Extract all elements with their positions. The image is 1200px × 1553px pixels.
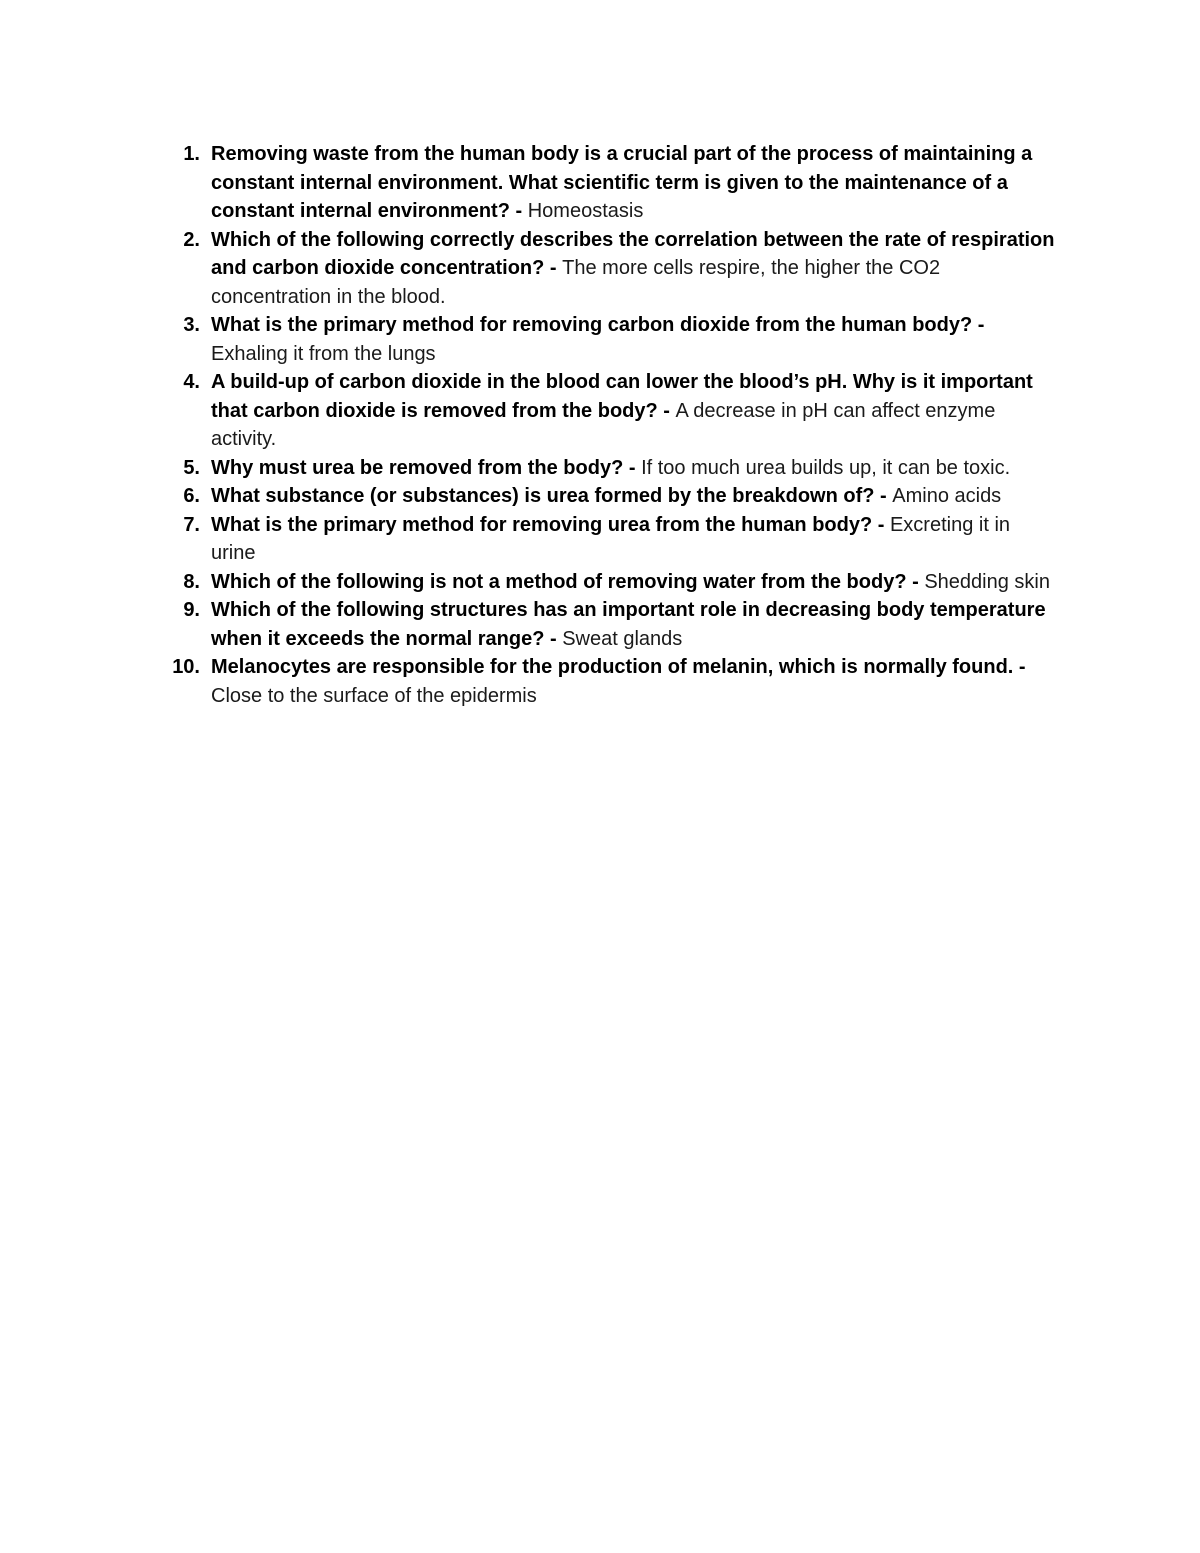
list-item (160, 596, 1060, 653)
list-item (160, 311, 1060, 368)
answer-separator: - (657, 399, 676, 422)
answer-text: Exhaling it from the lungs (211, 342, 436, 365)
question-text: Which of the following is not a method of removing water from the body? (211, 570, 907, 593)
answer-text: Shedding skin (924, 570, 1050, 593)
item-number: 8. (183, 570, 200, 593)
answer-separator: - (972, 314, 985, 336)
item-number: 3. (183, 314, 200, 336)
question-text: What is the primary method for removing urea from the human body? (211, 513, 873, 536)
item-number: 9. (183, 599, 200, 621)
answer-separator: - (544, 627, 563, 650)
list-item (160, 454, 1060, 483)
question-text: What substance (or substances) is urea formed by the breakdown of? (211, 485, 875, 507)
question-text: A build-up of carbon dioxide in the blood can lower the blood’s pH. Why is it important that carbon dioxide is removed from the body? (211, 371, 1033, 422)
item-number: 7. (183, 513, 200, 536)
list-item (160, 568, 1060, 597)
answer-separator: - (623, 456, 642, 479)
item-number: 2. (183, 228, 200, 251)
answer-text: If too much urea builds up, it can be toxic. (641, 456, 1011, 479)
list-item (160, 368, 1060, 454)
item-number: 4. (183, 371, 200, 393)
question-text: What is the primary method for removing carbon dioxide from the human body? (211, 314, 973, 336)
question-text: Why must urea be removed from the body? (211, 456, 624, 479)
question-text: Which of the following correctly describes the correlation between the rate of respiration and carbon dioxide concentration? (211, 228, 1055, 279)
answer-separator: - (1013, 656, 1026, 678)
answer-text: Amino acids (892, 485, 1002, 507)
answer-separator: - (874, 485, 893, 507)
answer-text: Homeostasis (527, 200, 644, 222)
question-answer-list (160, 140, 1060, 710)
answer-text: Close to the surface of the epidermis (211, 684, 537, 707)
list-item (160, 511, 1060, 568)
item-number: 5. (183, 456, 200, 479)
answer-separator: - (509, 200, 528, 222)
list-item (160, 140, 1060, 226)
question-text: Melanocytes are responsible for the production of melanin, which is normally found. (211, 656, 1014, 678)
item-number: 1. (183, 143, 200, 165)
answer-separator: - (544, 257, 563, 279)
answer-text: The more cells respire, the higher the CO2 concentration in the blood. (211, 257, 941, 308)
answer-separator: - (906, 570, 925, 593)
answer-text: Sweat glands (562, 627, 683, 650)
list-item (160, 226, 1060, 312)
item-number: 6. (183, 485, 200, 507)
answer-separator: - (872, 513, 890, 536)
question-text: Which of the following structures has an important role in decreasing body temperature when it exceeds the normal range? (211, 599, 1046, 650)
list-item (160, 653, 1060, 710)
answer-text: Excreting it in urine (211, 513, 1011, 564)
item-number: 10. (172, 656, 200, 678)
answer-text: A decrease in pH can affect enzyme activity. (211, 399, 996, 450)
list-item (160, 482, 1060, 511)
question-text: Removing waste from the human body is a crucial part of the process of maintaining a constant internal environment. What scientific term is given to the maintenance of a constant internal environment? (211, 143, 1033, 222)
